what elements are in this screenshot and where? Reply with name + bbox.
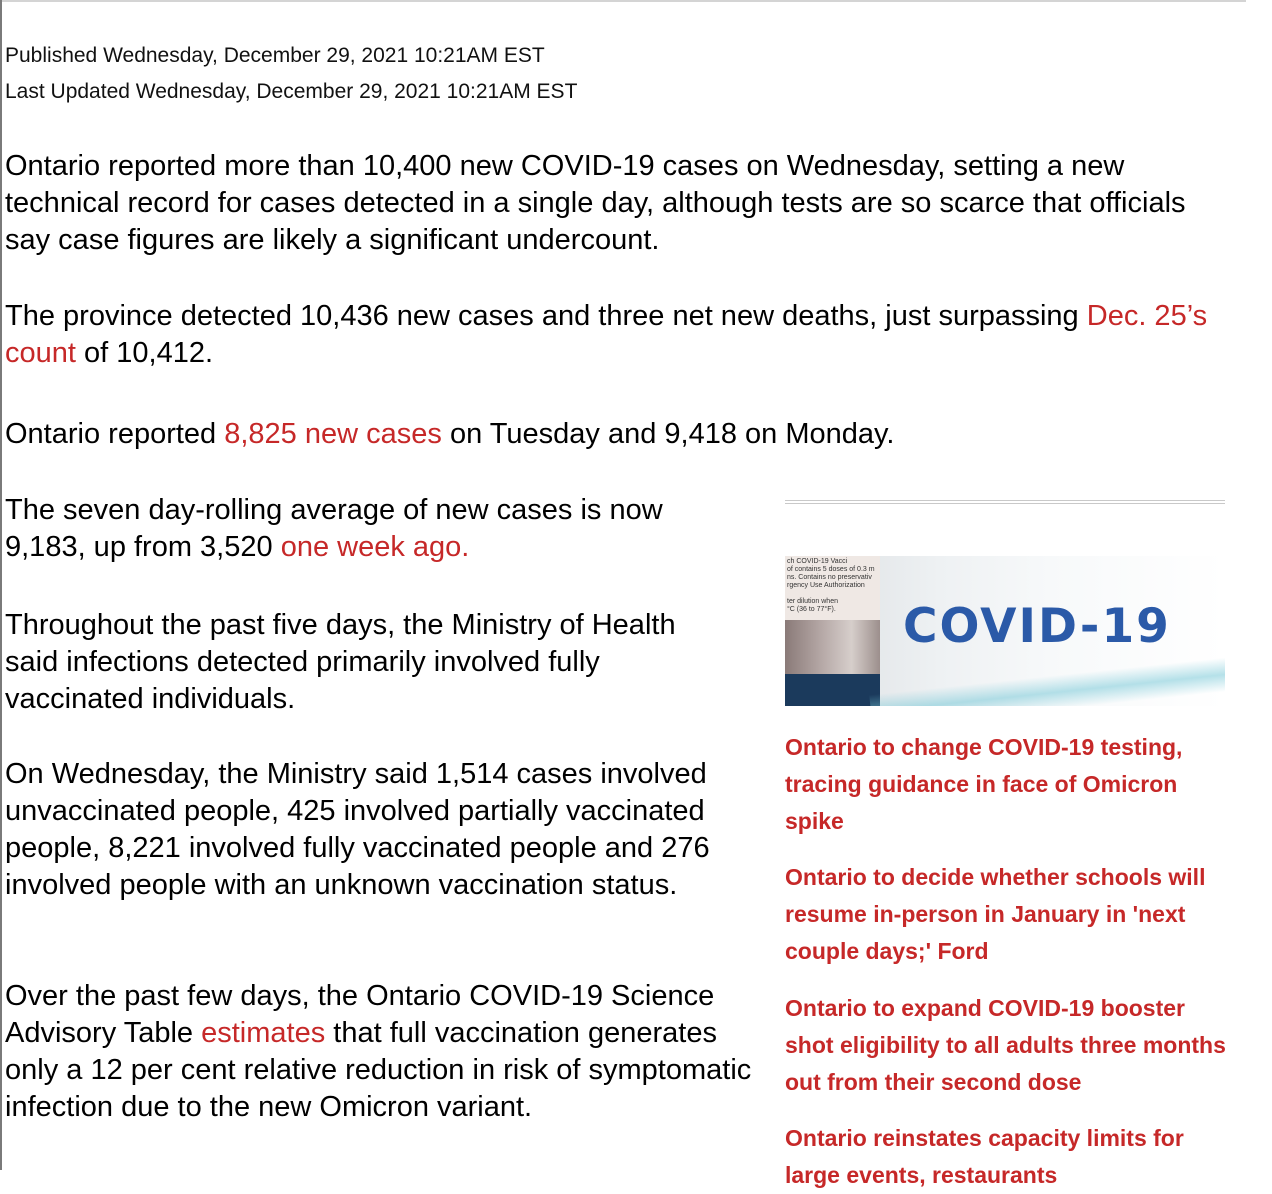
vial-label-text: ch COVID-19 Vacci of contains 5 doses of 0.3 m ns. Contains no preservativ rgency Use Authorization ter dilution when °C (36 to 77°F). [785,556,880,620]
top-divider [0,0,1246,2]
promo-title: COVID-19 [903,599,1171,654]
related-headline-link[interactable]: Ontario to decide whether schools will resume in-person in January in 'next couple days;' Ford [785,864,1206,964]
paragraph-3 [5,416,1230,453]
paragraph-4 [5,492,725,566]
paragraph-2-text-end: of 10,412. [75,337,214,369]
paragraph-1: Ontario reported more than 10,400 new COVID-19 cases on Wednesday, setting a new technical record for cases detected in a single day, although tests are so scarce that officials say case figures are likely a significant undercount. [5,150,1186,256]
sidebar-divider [785,500,1225,504]
paragraph-7 [5,978,755,1126]
syringe-image [869,657,1225,706]
new-cases-link[interactable]: 8,825 new cases [224,418,442,450]
paragraph-3-text-end: on Tuesday and 9,418 on Monday. [441,418,895,450]
one-week-ago-link[interactable]: one week ago. [280,531,470,563]
published-timestamp: Published Wednesday, December 29, 2021 10:21AM EST [5,44,545,67]
paragraph-5: Throughout the past five days, the Ministry of Health said infections detected primarily involved fully vaccinated individuals. [5,609,676,715]
updated-timestamp: Last Updated Wednesday, December 29, 2021 10:21AM EST [5,80,578,103]
paragraph-4-text: The seven day-rolling average of new cases is now 9,183, up from 3,520 [5,494,663,563]
estimates-link[interactable]: estimates [201,1017,326,1049]
paragraph-7-text-end: that full vaccination generates only a 12 per cent relative reduction in risk of symptomatic infection due to the new Omicron variant. [5,1017,752,1123]
covid-19-promo-image[interactable] [785,556,1225,706]
left-border [0,0,2,1170]
paragraph-2 [5,298,1230,372]
paragraph-6: On Wednesday, the Ministry said 1,514 cases involved unvaccinated people, 425 involved partially vaccinated people, 8,221 involved fully vaccinated people and 276 involved people with an unknown vaccination status. [5,758,710,901]
dec-25-count-link[interactable]: Dec. 25’s count [5,300,1208,369]
vaccine-vial-image [785,556,880,706]
related-headline-link[interactable]: Ontario to expand COVID-19 booster shot eligibility to all adults three months out from their second dose [785,995,1226,1095]
paragraph-2-text: The province detected 10,436 new cases and three net new deaths, just surpassing [5,300,1087,332]
vial-cap [785,674,880,706]
paragraph-3-text: Ontario reported [5,418,225,450]
related-headline-link[interactable]: Ontario reinstates capacity limits for large events, restaurants [785,1125,1184,1188]
related-headline-link[interactable]: Ontario to change COVID-19 testing, tracing guidance in face of Omicron spike [785,734,1183,834]
paragraph-7-text: Over the past few days, the Ontario COVID-19 Science Advisory Table [5,980,715,1049]
